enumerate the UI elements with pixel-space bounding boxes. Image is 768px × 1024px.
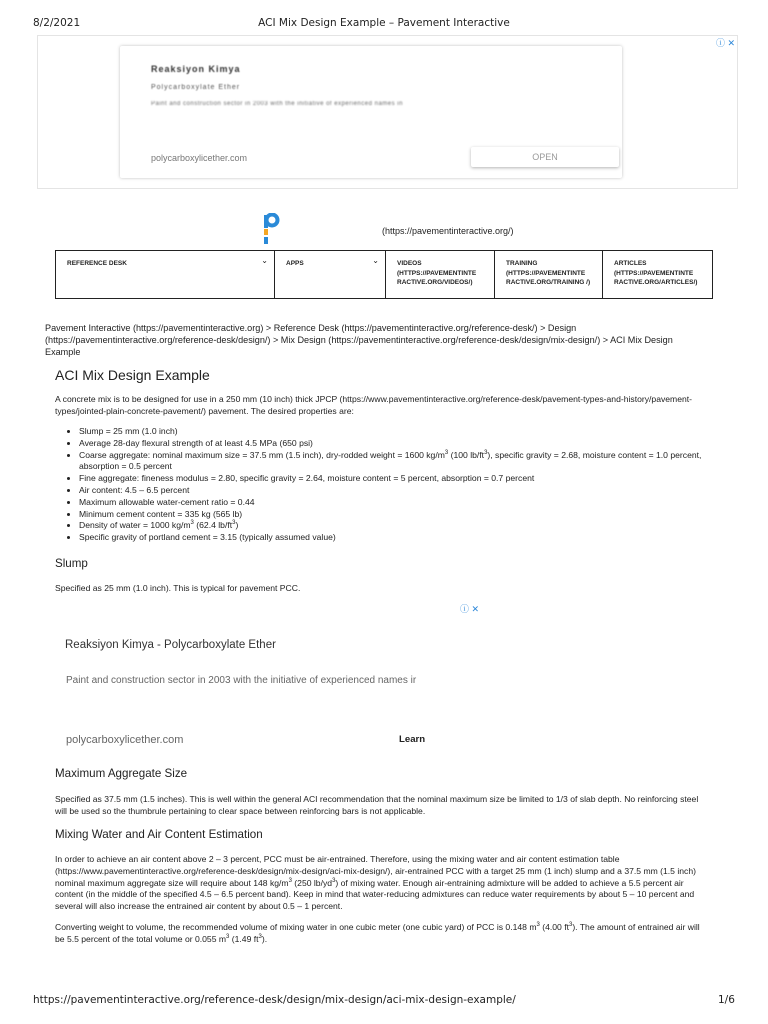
- print-title: ACI Mix Design Example – Pavement Interactive: [258, 17, 510, 29]
- list-item: • Air content: 4.5 – 6.5 percent: [79, 485, 719, 497]
- slump-paragraph: Specified as 25 mm (1.0 inch). This is typical for pavement PCC.: [55, 583, 301, 593]
- nav-articles[interactable]: [603, 251, 713, 298]
- ad-domain: polycarboxylicether.com: [151, 153, 248, 163]
- main-navigation: [55, 250, 713, 299]
- nav-label: REFERENCE DESK: [67, 260, 127, 267]
- ad-domain[interactable]: polycarboxylicether.com: [66, 734, 184, 746]
- nav-label: APPS: [286, 260, 304, 267]
- list-item: • Density of water = 1000 $kg/m^3$ (62.4 $lb/ft^3$): [79, 520, 719, 532]
- nav-label: ARTICLES (HTTPS://PAVEMENTINTE RACTIVE.ORG/ARTICLES/): [614, 260, 698, 286]
- top-advertisement[interactable]: [37, 35, 738, 189]
- page-number: 1/6: [718, 994, 735, 1006]
- properties-list: [65, 426, 719, 544]
- nav-label: VIDEOS (HTTPS://PAVEMENTINTE RACTIVE.ORG/VIDEOS/): [397, 260, 477, 286]
- list-item: • Maximum allowable water-cement ratio = 0.44: [79, 497, 719, 509]
- chevron-down-icon: ⌄: [261, 256, 268, 265]
- ad-description: Paint and construction sector in 2003 with the initiative of experienced names in: [151, 101, 403, 107]
- page-title: ACI Mix Design Example: [55, 367, 210, 383]
- chevron-down-icon: ⌄: [372, 256, 379, 265]
- section-heading-slump: Slump: [55, 557, 88, 570]
- pavement-interactive-logo[interactable]: [262, 213, 280, 245]
- max-aggregate-paragraph: Specified as 37.5 mm (1.5 inches). This is well within the general ACI recommendation that the nominal maximum size be limited to 1/3 of slab depth. No reinforcing steel will be used so the thumbrule pertaining to clear space between reinforcing bars is not applicable.: [55, 794, 699, 816]
- section-heading-mixing-water: Mixing Water and Air Content Estimation: [55, 828, 263, 841]
- mixing-water-paragraph: In order to achieve an air content above 2 – 3 percent, PCC must be air-entrained. Therefore, using the mixing water and air content estimation table (https://www.pavementinteractive.org/reference-desk/design/mix-design/aci-mix-design/), air-entrained PCC with a target 25 mm (1 inch) slump and a 37.5 mm (1.5 inch) nominal maximum aggregate size will require about 148 $kg/m^3$ (250 $lb/yd^3$) of mixing water. Enough air-entraining admixture will be added to achieve a 5.5 percent air content (in the middle of the specified 4.5 – 6.5 percent band). Keep in mind that water-reducing admixtures can reduce water requirements by about 5 – 10 percent and several will also increase the entrained air content by about 0.5 – 1 percent.: [55, 854, 696, 912]
- ad-learn-button[interactable]: Learn: [399, 734, 426, 745]
- nav-training[interactable]: [495, 251, 603, 298]
- ad-description: Paint and construction sector in 2003 with the initiative of experienced names ir: [66, 675, 417, 686]
- site-home-link[interactable]: (https://pavementinteractive.org/): [382, 226, 514, 236]
- list-item: • Coarse aggregate: nominal maximum size = 37.5 mm (1.5 inch), dry-rodded weight = 1600 $kg/m^3$ (100 $lb/ft^3$), specific gravity = 2.68, moisture content = 1.0 percent, absorption = 0.5 percent: [79, 450, 719, 474]
- list-item: • Average 28-day flexural strength of at least 4.5 MPa (650 psi): [79, 438, 719, 450]
- ad-heading: Reaksiyon Kimya: [151, 64, 241, 74]
- ad-open-button[interactable]: OPEN: [471, 147, 619, 167]
- list-item: • Minimum cement content = 335 kg (565 lb): [79, 509, 719, 521]
- adchoices-icon[interactable]: ⓘ ✕: [716, 38, 736, 48]
- ad-card[interactable]: [120, 46, 622, 178]
- nav-apps[interactable]: [275, 251, 386, 298]
- ad-subheading: Polycarboxylate Ether: [151, 84, 241, 91]
- list-item: • Slump = 25 mm (1.0 inch): [79, 426, 719, 438]
- section-heading-max-aggregate: Maximum Aggregate Size: [55, 767, 188, 780]
- print-date: 8/2/2021: [33, 17, 81, 29]
- nav-reference-desk[interactable]: [56, 251, 275, 298]
- nav-videos[interactable]: [386, 251, 495, 298]
- adchoices-icon[interactable]: ⓘ ✕: [460, 604, 480, 614]
- volume-conversion-paragraph: Converting weight to volume, the recommended volume of mixing water in one cubic meter (one cubic yard) of PCC is 0.148 $m^3$ (4.00 $ft^3$). The amount of entrained air will be 5.5 percent of the total volume or 0.055 $m^3$ (1.49 $ft^3$).: [55, 922, 700, 944]
- nav-label: TRAINING (HTTPS://PAVEMENTINTE RACTIVE.ORG/TRAINING /): [506, 260, 591, 286]
- intro-paragraph: A concrete mix is to be designed for use in a 250 mm (10 inch) thick JPCP (https://www.pavementinteractive.org/reference-desk/pavement-types-and-history/pavement-types/jointed-plain-concrete-pavement/) pavement. The desired properties are:: [55, 394, 693, 416]
- print-url: https://pavementinteractive.org/reference-desk/design/mix-design/aci-mix-design-example/: [33, 994, 516, 1006]
- breadcrumb[interactable]: Pavement Interactive (https://pavementinteractive.org) > Reference Desk (https://pavementinteractive.org/reference-desk/) > Design (https://pavementinteractive.org/reference-desk/design/) > Mix Design (https://pavementinteractive.org/reference-desk/design/mix-design/) > ACI Mix Design Example: [45, 323, 673, 358]
- ad-title[interactable]: Reaksiyon Kimya - Polycarboxylate Ether: [65, 639, 276, 651]
- list-item: • Specific gravity of portland cement = 3.15 (typically assumed value): [79, 532, 719, 544]
- list-item: • Fine aggregate: fineness modulus = 2.80, specific gravity = 2.64, moisture content = 5 percent, absorption = 0.7 percent: [79, 473, 719, 485]
